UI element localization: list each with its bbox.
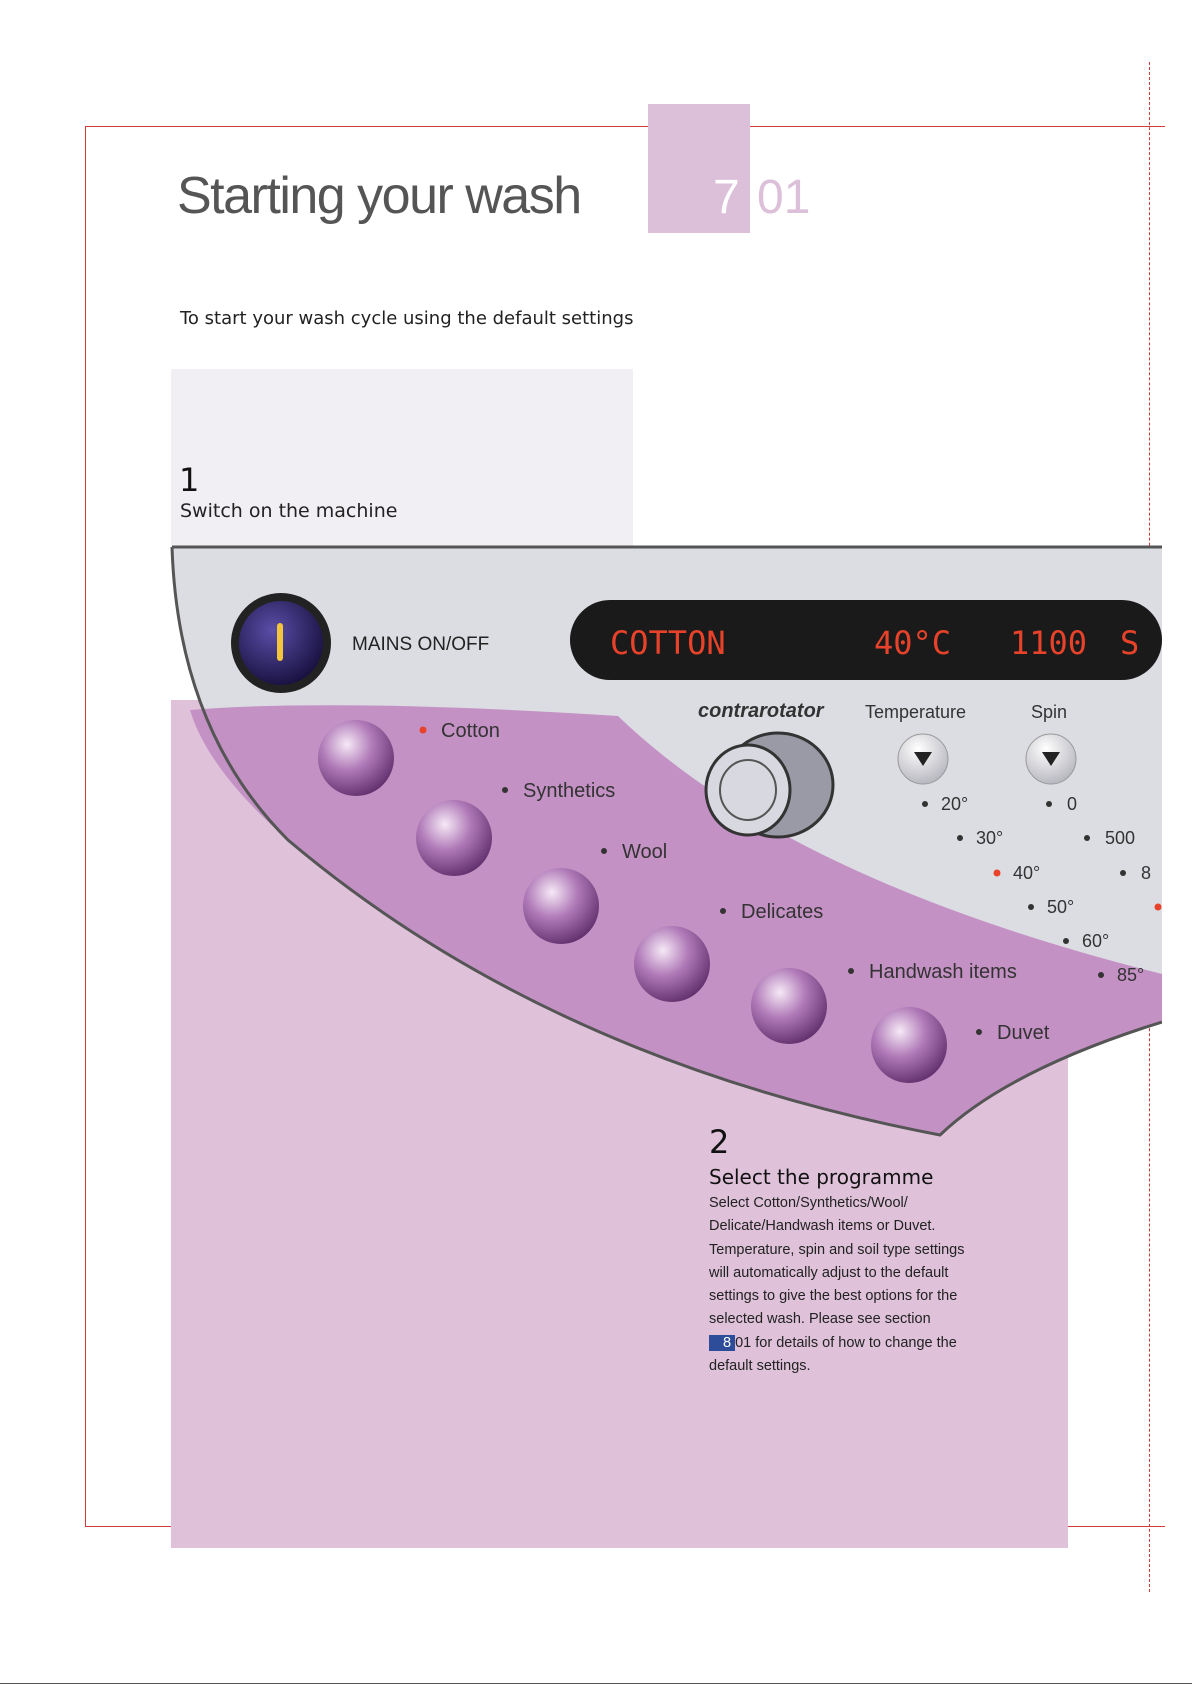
temperature-option: 85° [1117,965,1145,985]
programme-label-cotton: Cotton [441,720,500,742]
brand-logo: contrarotator [698,700,824,722]
mains-label: MAINS ON/OFF [352,634,490,655]
step1-label: Switch on the machine [180,500,398,522]
intro-text: To start your wash cycle using the default settings [180,308,634,329]
programme-button [634,926,710,1002]
programme-label-duvet: Duvet [997,1022,1050,1044]
section-number-major: 7 [713,171,740,224]
programme-label-wool: Wool [622,841,668,863]
spin-label: Spin [1031,702,1068,722]
step2-body-text-end: for details of how to change the default settings. [709,1334,957,1375]
display-trailing: S [1120,624,1140,662]
programme-button [871,1007,947,1083]
programme-label-handwash: Handwash items [869,961,1017,983]
section-reference-minor: 01 [735,1334,752,1351]
crop-line-left [85,126,86,1526]
programme-label-synthetics: Synthetics [523,780,616,802]
spin-option: 8 [1141,863,1152,883]
spin-option: 0 [1067,794,1078,814]
display-programme: COTTON [610,624,726,662]
programme-button [751,968,827,1044]
programme-button [523,868,599,944]
temperature-option: 20° [941,794,969,814]
page-title: Starting your wash [177,167,581,225]
step1-number: 1 [179,461,200,499]
control-panel-illustration [168,540,1162,1140]
power-icon [277,623,283,661]
display-spin: 1100 [1010,624,1088,662]
section-number-minor: 01 [757,171,811,224]
crop-line-top [85,126,1165,127]
temperature-label: Temperature [865,702,967,722]
step2-number: 2 [709,1123,730,1161]
programme-button [416,800,492,876]
programme-button [318,720,394,796]
temperature-option: 60° [1082,931,1110,951]
temperature-option: 30° [976,828,1004,848]
step2-body [709,1192,974,1378]
programme-label-delicates: Delicates [741,901,824,923]
step2-title: Select the programme [709,1165,934,1189]
step2-body-text: Select Cotton/Synthetics/Wool/ Delicate/Handwash items or Duvet. Temperature, spin and soil type settings will automatically adjust to the default settings to give the best options for the selected wash. Please see section [709,1195,965,1328]
temperature-option: 50° [1047,897,1075,917]
temperature-option: 40° [1013,863,1041,883]
section-reference-badge: 8 [709,1335,735,1351]
bottom-rule [0,1683,1192,1684]
spin-option: 500 [1105,828,1136,848]
display-temperature: 40°C [874,624,952,662]
